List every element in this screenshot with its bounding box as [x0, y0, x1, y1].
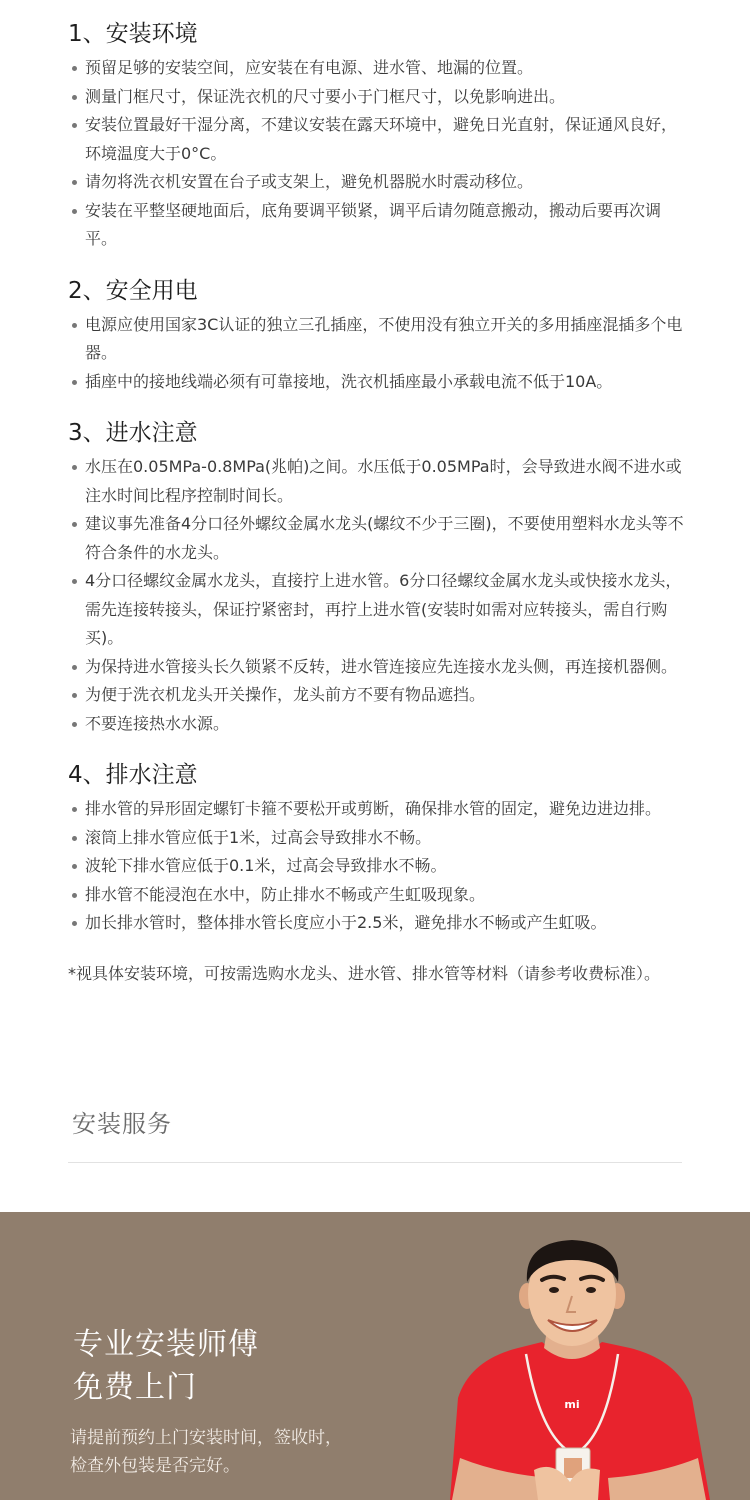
- list-item: 建议事先准备4分口径外螺纹金属水龙头(螺纹不少于三圈)，不要使用塑料水龙头等不符合条件的水龙头。: [68, 510, 688, 567]
- mi-logo: mi: [564, 1398, 580, 1411]
- section-title: 4、排水注意: [68, 762, 198, 788]
- list-item: 排水管不能浸泡在水中，防止排水不畅或产生虹吸现象。: [68, 881, 688, 910]
- list-item: 安装在平整坚硬地面后，底角要调平锁紧，调平后请勿随意搬动，搬动后要再次调平。: [68, 197, 688, 254]
- list-item: 电源应使用国家3C认证的独立三孔插座，不使用没有独立开关的多用插座混插多个电器。: [68, 311, 688, 368]
- list-item: 插座中的接地线端必须有可靠接地，洗衣机插座最小承载电流不低于10A。: [68, 368, 688, 397]
- list-item: 请勿将洗衣机安置在台子或支架上，避免机器脱水时震动移位。: [68, 168, 688, 197]
- list-item: 安装位置最好干湿分离，不建议安装在露天环境中，避免日光直射，保证通风良好，环境温度大于0°C。: [68, 111, 688, 168]
- section-electric: [68, 271, 688, 397]
- list-item: 水压在0.05MPa-0.8MPa(兆帕)之间。水压低于0.05MPa时，会导致进水阀不进水或注水时间比程序控制时间长。: [68, 453, 688, 510]
- bullet-list: [68, 311, 688, 397]
- footnote: *视具体安装环境，可按需选购水龙头、进水管、排水管等材料（请参考收费标准）。: [68, 963, 661, 983]
- section-water-inlet: [68, 413, 688, 738]
- banner-title: [73, 1323, 259, 1409]
- section-title: 3、进水注意: [68, 420, 198, 446]
- bullet-list: [68, 795, 688, 938]
- banner-title-line: 专业安装师傅: [73, 1327, 259, 1362]
- section-title: 2、安全用电: [68, 277, 198, 304]
- install-guide: [68, 14, 688, 988]
- list-item: 加长排水管时，整体排水管长度应小于2.5米，避免排水不畅或产生虹吸。: [68, 909, 688, 938]
- list-item: 4分口径螺纹金属水龙头，直接拧上进水管。6分口径螺纹金属水龙头或快接水龙头，需先连接转接头，保证拧紧密封，再拧上进水管(安装时如需对应转接头，需自行购买)。: [68, 567, 688, 653]
- banner-subtitle: [70, 1424, 342, 1480]
- list-item: 为保持进水管接头长久锁紧不反转，进水管连接应先连接水龙头侧，再连接机器侧。: [68, 653, 688, 682]
- banner-subtitle-line: 请提前预约上门安装时间，签收时，: [70, 1428, 342, 1448]
- banner-subtitle-line: 检查外包装是否完好。: [70, 1456, 240, 1476]
- section-environment: [68, 14, 688, 254]
- service-heading: 安装服务: [72, 1110, 172, 1138]
- list-item: 预留足够的安装空间，应安装在有电源、进水管、地漏的位置。: [68, 54, 688, 83]
- section-title: 1、安装环境: [68, 21, 198, 47]
- divider: [68, 1162, 682, 1163]
- list-item: 波轮下排水管应低于0.1米，过高会导致排水不畅。: [68, 852, 688, 881]
- list-item: 滚筒上排水管应低于1米，过高会导致排水不畅。: [68, 824, 688, 853]
- banner-title-line: 免费上门: [73, 1370, 197, 1405]
- bullet-list: [68, 54, 688, 254]
- list-item: 测量门框尺寸，保证洗衣机的尺寸要小于门框尺寸，以免影响进出。: [68, 83, 688, 112]
- list-item: 为便于洗衣机龙头开关操作，龙头前方不要有物品遮挡。: [68, 681, 688, 710]
- list-item: 排水管的异形固定螺钉卡箍不要松开或剪断，确保排水管的固定，避免边进边排。: [68, 795, 688, 824]
- bullet-list: [68, 453, 688, 738]
- installer-illustration: [430, 1238, 730, 1500]
- list-item: 不要连接热水水源。: [68, 710, 688, 739]
- section-drainage: [68, 755, 688, 938]
